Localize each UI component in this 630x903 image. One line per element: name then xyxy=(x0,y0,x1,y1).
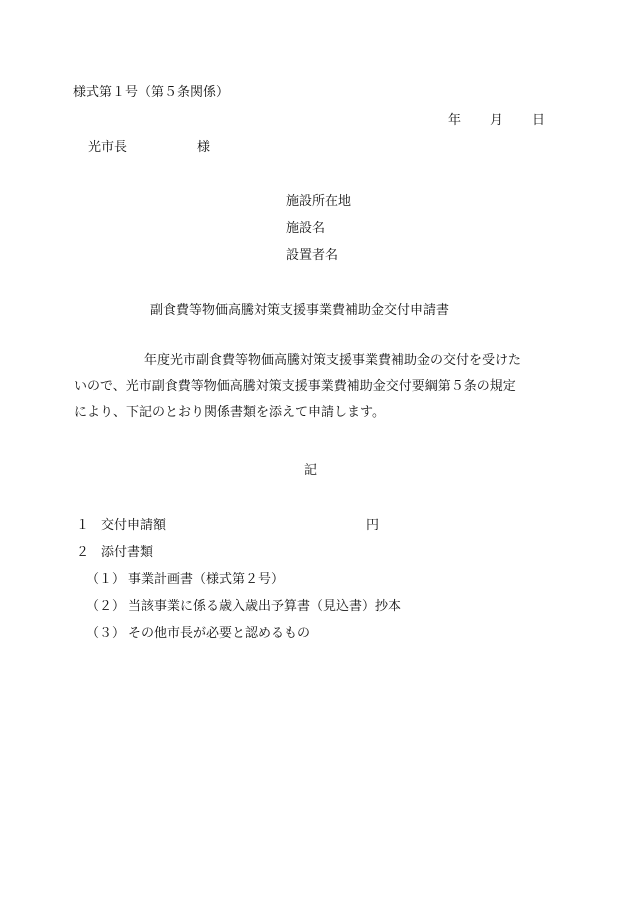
attachment-2-number: （２） xyxy=(86,599,126,614)
body-line-2: いので、光市副食費等物価高騰対策支援事業費補助金交付要綱第５条の規定 xyxy=(74,379,516,394)
document-title: 副食費等物価高騰対策支援事業費補助金交付申請書 xyxy=(150,303,450,318)
application-body-text xyxy=(74,348,554,426)
facility-name-label: 施設名 xyxy=(286,221,326,236)
attachment-1-number: （１） xyxy=(86,572,126,587)
item-2-label: 添付書類 xyxy=(101,545,154,560)
ki-heading: 記 xyxy=(304,463,318,478)
facility-address-label: 施設所在地 xyxy=(286,194,352,209)
form-number: 様式第１号（第５条関係） xyxy=(73,85,230,100)
item-1-label: 交付申請額 xyxy=(101,518,167,533)
date-day-label: 日 xyxy=(532,113,546,128)
date-month-label: 月 xyxy=(490,113,504,128)
attachment-2-text: 当該事業に係る歳入歳出予算書（見込書）抄本 xyxy=(128,599,402,614)
body-line-1: 年度光市副食費等物価高騰対策支援事業費補助金の交付を受けた xyxy=(144,353,522,368)
body-line-3: により、下記のとおり関係書類を添えて申請します。 xyxy=(74,405,385,420)
item-1-number: １ xyxy=(76,518,90,533)
establisher-name-label: 設置者名 xyxy=(286,248,339,263)
date-year-label: 年 xyxy=(448,113,462,128)
item-1-unit: 円 xyxy=(366,518,380,533)
attachment-3-number: （３） xyxy=(86,626,126,641)
item-2-number: ２ xyxy=(76,545,90,560)
attachment-1-text: 事業計画書（様式第２号） xyxy=(128,572,285,587)
attachment-3-text: その他市長が必要と認めるもの xyxy=(128,626,311,641)
addressee-name: 光市長 xyxy=(88,140,128,155)
addressee-honorific: 様 xyxy=(197,140,211,155)
